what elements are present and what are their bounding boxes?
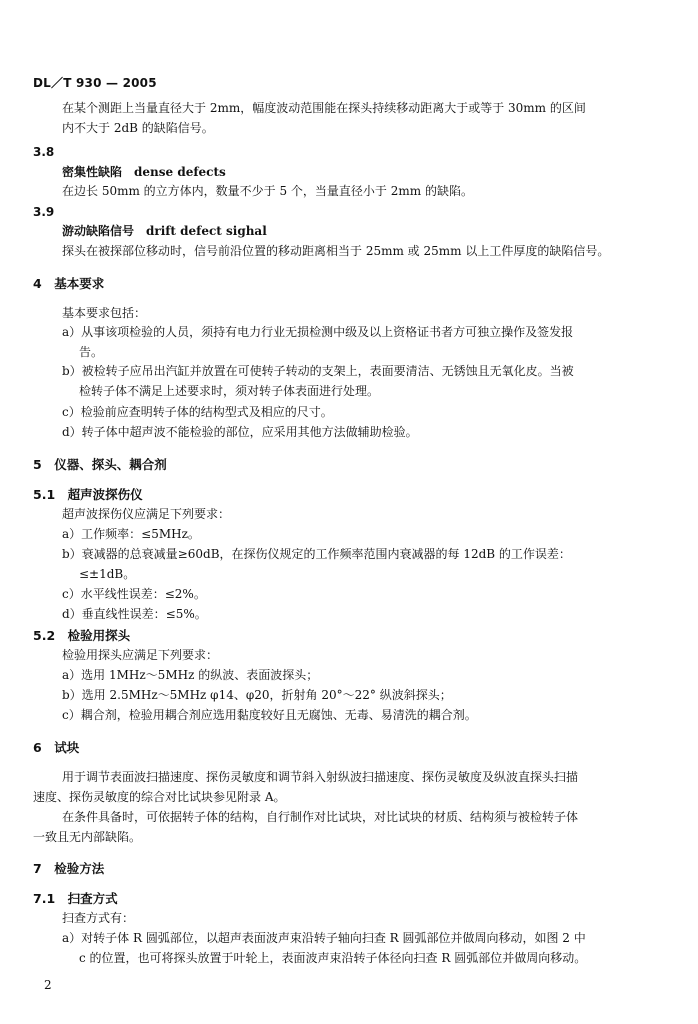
page-number: 2: [44, 978, 52, 992]
list-item: d）转子体中超声波不能检验的部位，应采用其他方法做辅助检验。: [62, 425, 418, 439]
list-item: b）选用 2.5MHz～5MHz φ14、φ20，折射角 20°～22° 纵波斜探头；: [62, 688, 452, 702]
term-number: 3.9: [33, 205, 55, 219]
list-item: a）工作频率：≤5MHz。: [62, 527, 200, 541]
list-item: b）衰减器的总衰减量≥60dB，在探伤仪规定的工作频率范围内衰减器的每 12dB 的工作误差：: [62, 547, 571, 561]
list-item-continuation: ≤±1dB。: [79, 567, 136, 581]
list-item: c）水平线性误差：≤2%。: [62, 587, 206, 601]
body-line: 基本要求包括：: [62, 306, 147, 320]
list-item: d）垂直线性误差：≤5%。: [62, 607, 207, 621]
subsection-heading: 5.2 检验用探头: [33, 628, 131, 643]
section-heading: 5 仪器、探头、耦合剂: [33, 457, 167, 472]
subsection-heading: 5.1 超声波探伤仪: [33, 487, 143, 502]
section-heading: 4 基本要求: [33, 276, 105, 291]
list-item: b）被检转子应吊出汽缸并放置在可使转子转动的支架上，表面要清洁、无锈蚀且无氧化皮。当被: [62, 364, 574, 378]
body-line: 一致且无内部缺陷。: [33, 830, 142, 844]
list-item-continuation: 告。: [79, 345, 104, 359]
list-item: a）从事该项检验的人员，须持有电力行业无损检测中级及以上资格证书者方可独立操作及签发报: [62, 325, 574, 339]
body-line: 速度、探伤灵敏度的综合对比试块参见附录 A。: [33, 790, 286, 804]
body-line: 扫查方式有：: [62, 911, 135, 925]
body-line: 内不大于 2dB 的缺陷信号。: [62, 121, 214, 135]
subsection-heading: 7.1 扫查方式: [33, 891, 118, 906]
body-line: 超声波探伤仪应满足下列要求：: [62, 507, 231, 521]
list-item: a）选用 1MHz～5MHz 的纵波、表面波探头；: [62, 668, 319, 682]
body-line: 在边长 50mm 的立方体内，数量不少于 5 个，当量直径小于 2mm 的缺陷。: [62, 184, 473, 198]
section-heading: 6 试块: [33, 740, 80, 755]
body-line: 用于调节表面波扫描速度、探伤灵敏度和调节斜入射纵波扫描速度、探伤灵敏度及纵波直探头扫描: [62, 770, 579, 784]
list-item-continuation: c 的位置，也可将探头放置于叶轮上，表面波声束沿转子体径向扫查 R 圆弧部位并做周向移动。: [79, 951, 587, 965]
term-title: 游动缺陷信号 drift defect sighal: [62, 224, 267, 238]
body-line: 检验用探头应满足下列要求：: [62, 648, 219, 662]
body-line: 探头在被探部位移动时，信号前沿位置的移动距离相当于 25mm 或 25mm 以上工件厚度的缺陷信号。: [62, 244, 610, 258]
list-item: a）对转子体 R 圆弧部位，以超声表面波声束沿转子轴向扫查 R 圆弧部位并做周向移动，如图 2 中: [62, 931, 586, 945]
list-item: c）耦合剂，检验用耦合剂应选用黏度较好且无腐蚀、无毒、易清洗的耦合剂。: [62, 708, 477, 722]
body-line: 在条件具备时，可依据转子体的结构，自行制作对比试块，对比试块的材质、结构须与被检转子体: [62, 810, 579, 824]
section-heading: 7 检验方法: [33, 861, 105, 876]
term-title: 密集性缺陷 dense defects: [62, 165, 226, 179]
standard-code-header: DL／T 930 — 2005: [33, 76, 157, 90]
term-number: 3.8: [33, 145, 55, 159]
list-item: c）检验前应查明转子体的结构型式及相应的尺寸。: [62, 405, 333, 419]
body-line: 在某个测距上当量直径大于 2mm，幅度波动范围能在探头持续移动距离大于或等于 30mm 的区间: [62, 101, 586, 115]
list-item-continuation: 检转子体不满足上述要求时，须对转子体表面进行处理。: [79, 384, 380, 398]
